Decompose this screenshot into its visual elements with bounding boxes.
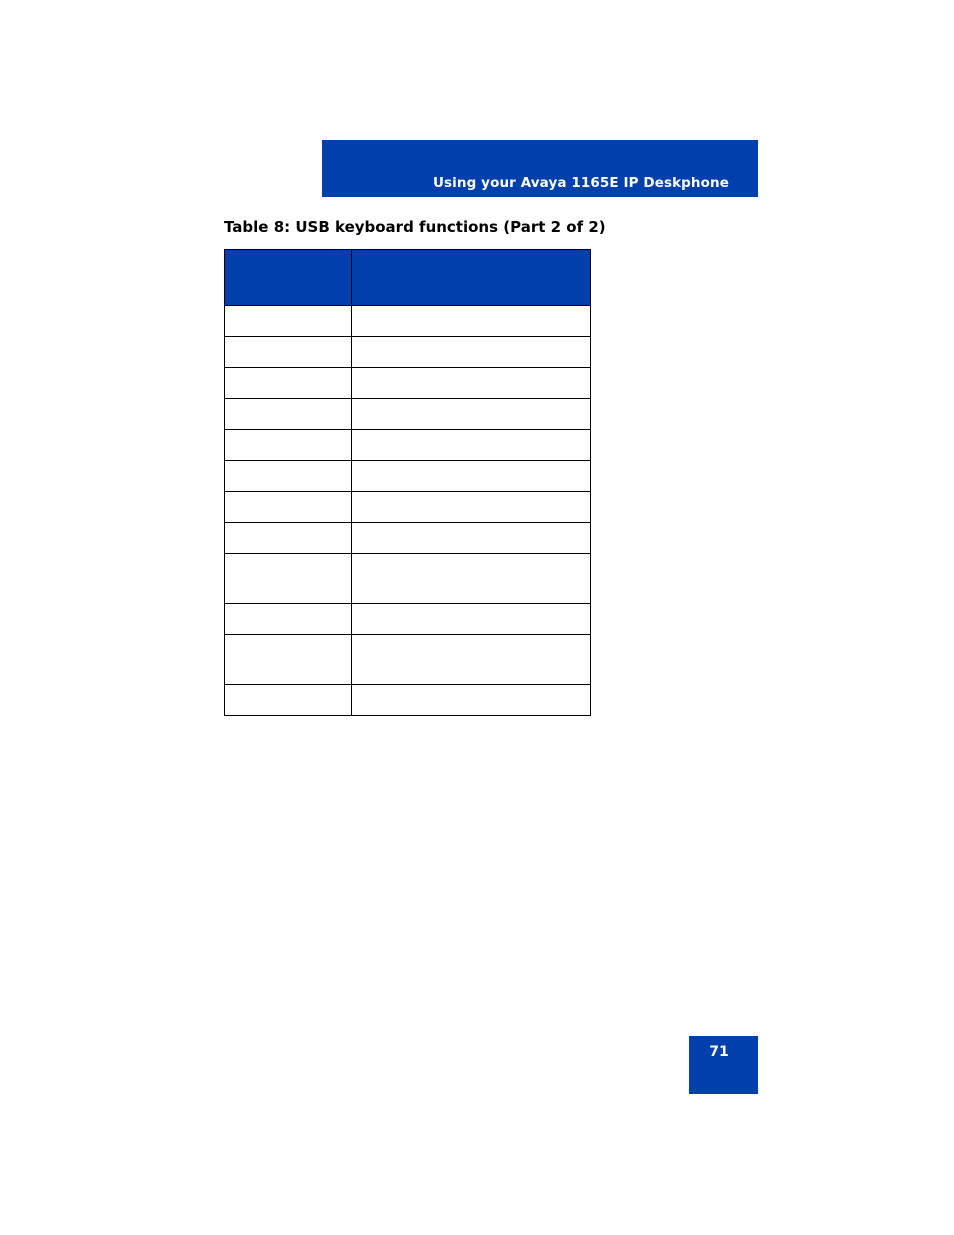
table-cell-key [225,399,352,430]
table-cell-function [352,523,591,554]
page-number-box [689,1036,758,1094]
table-row [225,604,591,635]
table-cell-function [352,461,591,492]
table-cell-function [352,492,591,523]
table-cell-key [225,604,352,635]
table-row [225,554,591,604]
table-cell-function [352,337,591,368]
table-row [225,368,591,399]
table-cell-key [225,430,352,461]
column-header-key [225,250,352,306]
table-row [225,685,591,716]
table-header-row [225,250,591,306]
table-cell-key [225,635,352,685]
table-row [225,337,591,368]
column-header-function [352,250,591,306]
table-cell-key [225,523,352,554]
table-cell-key [225,368,352,399]
table-cell-function [352,635,591,685]
table-cell-function [352,306,591,337]
table-cell-function [352,430,591,461]
table-cell-key [225,337,352,368]
table-cell-function [352,554,591,604]
table-cell-function [352,685,591,716]
running-header-band [322,140,758,197]
table-row [225,635,591,685]
table-cell-key [225,492,352,523]
running-header-title: Using your Avaya 1165E IP Deskphone [432,175,729,191]
table-cell-function [352,604,591,635]
table-caption: Table 8: USB keyboard functions (Part 2 of 2) [224,218,606,236]
table-cell-function [352,368,591,399]
table-cell-key [225,554,352,604]
table-row [225,492,591,523]
usb-keyboard-functions-table [224,249,591,716]
table-cell-key [225,306,352,337]
table-row [225,523,591,554]
table-cell-key [225,685,352,716]
table-cell-key [225,461,352,492]
page-number: 71 [709,1044,729,1060]
table-cell-function [352,399,591,430]
table-row [225,461,591,492]
table-row [225,430,591,461]
table-row [225,399,591,430]
table-row [225,306,591,337]
